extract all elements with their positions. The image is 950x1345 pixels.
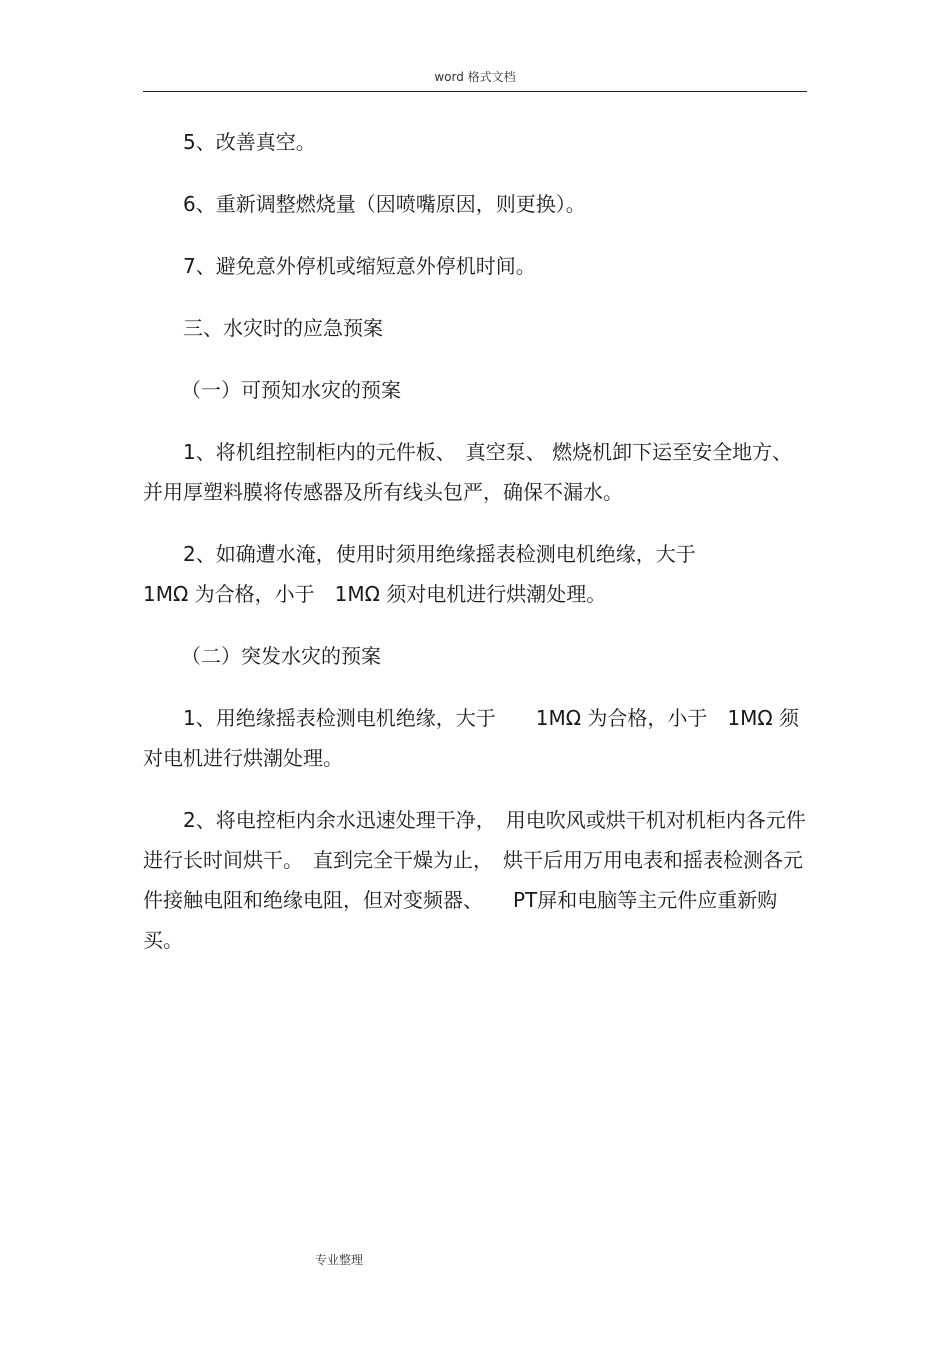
subsection-heading-1: （一）可预知水灾的预案 bbox=[181, 378, 401, 402]
header-rule bbox=[143, 91, 807, 92]
subsection-heading-2: （二）突发水灾的预案 bbox=[181, 644, 381, 668]
paragraph-foreseeable-1: 1、将机组控制柜内的元件板、 真空泵、 燃烧机卸下运至安全地方、并用厚塑料膜将传感器及所有线头包严，确保不漏水。 bbox=[143, 440, 793, 504]
paragraph-sudden-2: 2、将电控柜内余水迅速处理干净， 用电吹风或烘干机对机柜内各元件进行长时间烘干。 直到完全干燥为止， 烘干后用万用电表和摇表检测各元件接触电阻和绝缘电阻，但对变频器、 PT屏和电脑等主元件应重新购买。 bbox=[143, 808, 806, 952]
page-footer: 专业整理 bbox=[315, 1253, 364, 1267]
paragraph-item-7: 7、避免意外停机或缩短意外停机时间。 bbox=[183, 254, 536, 278]
paragraph-item-6: 6、重新调整燃烧量（因喷嘴原因，则更换）。 bbox=[183, 192, 586, 216]
paragraph-sudden-1: 1、用绝缘摇表检测电机绝缘，大于 1MΩ 为合格，小于 1MΩ 须对电机进行烘潮处理。 bbox=[143, 706, 799, 770]
document-body bbox=[143, 122, 807, 960]
paragraph-item-5: 5、改善真空。 bbox=[183, 130, 316, 154]
section-heading-3: 三、水灾时的应急预案 bbox=[183, 316, 383, 340]
page-header: word 格式文档 bbox=[434, 70, 516, 84]
paragraph-foreseeable-2: 2、如确遭水淹，使用时须用绝缘摇表检测电机绝缘，大于 1MΩ 为合格，小于 1MΩ 须对电机进行烘潮处理。 bbox=[143, 542, 696, 606]
